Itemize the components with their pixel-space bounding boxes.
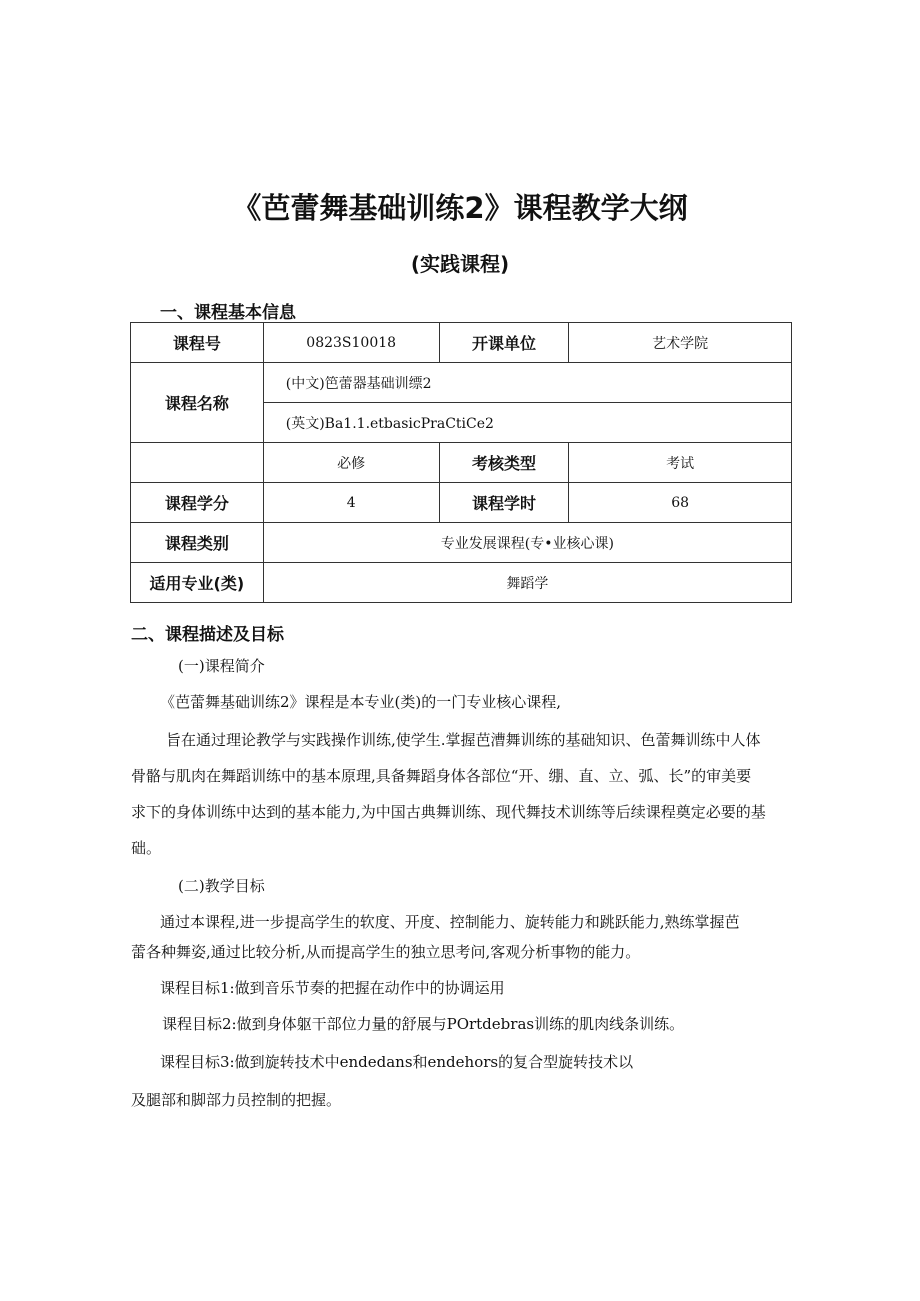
course-name-cn: (中文)笆蕾器基础训缥2 (263, 363, 791, 403)
dept-value: 艺术学院 (569, 323, 792, 363)
table-row (131, 563, 792, 603)
exam-type-value: 考试 (569, 443, 792, 483)
course-target-3: 课程目标3:做到旋转技术中endedans和endehors的复合型旋转技术以 (160, 1053, 634, 1071)
category-value: 专业发展课程(专•业核心课) (263, 523, 791, 563)
credits-label: 课程学分 (131, 483, 264, 523)
table-row (131, 443, 792, 483)
course-info-table (130, 322, 792, 603)
table-row (131, 523, 792, 563)
exam-type-label: 考核类型 (439, 443, 569, 483)
course-name-en: (英文)Ba1.1.etbasicPraCtiCe2 (263, 403, 791, 443)
intro-line: 础。 (131, 839, 162, 857)
required-value: 必修 (263, 443, 439, 483)
blank-cell (131, 443, 264, 483)
section-description-heading: 二、课程描述及目标 (131, 625, 284, 645)
table-row (131, 323, 792, 363)
goal-line: 通过本课程,进一步提高学生的软度、开度、控制能力、旋转能力和跳跃能力,熟练掌握芭 (160, 913, 740, 931)
document-subtitle: (实践课程) (410, 252, 510, 276)
category-label: 课程类别 (131, 523, 264, 563)
course-no-value: 0823S10018 (263, 323, 439, 363)
table-row (131, 363, 792, 403)
intro-line: 《芭蕾舞基础训练2》课程是本专业(类)的一门专业核心课程, (160, 693, 562, 711)
course-target-3-continued: 及腿部和脚部力员控制的把握。 (131, 1091, 342, 1109)
dept-label: 开课单位 (439, 323, 569, 363)
document-title: 《芭蕾舞基础训练2》课程教学大纲 (232, 191, 688, 225)
hours-label: 课程学时 (439, 483, 569, 523)
course-no-label: 课程号 (131, 323, 264, 363)
table-row (131, 483, 792, 523)
hours-value: 68 (569, 483, 792, 523)
subsection-intro-heading: (一)课程简介 (178, 657, 265, 675)
intro-line: 求下的身体训练中达到的基本能力,为中国古典舞训练、现代舞技术训练等后续课程奠定必要的基 (131, 803, 766, 821)
major-value: 舞蹈学 (263, 563, 791, 603)
major-label: 适用专业(类) (131, 563, 264, 603)
section-basic-info-heading: 一、课程基本信息 (160, 303, 296, 323)
course-name-label: 课程名称 (131, 363, 264, 443)
subsection-goals-heading: (二)教学目标 (178, 877, 265, 895)
credits-value: 4 (263, 483, 439, 523)
course-target-2: 课程目标2:做到身体躯干部位力量的舒展与POrtdebras训练的肌肉线条训练。 (162, 1015, 685, 1033)
intro-line: 旨在通过理论教学与实践操作训练,使学生.掌握芭漕舞训练的基础知识、色蕾舞训练中人体 (166, 731, 761, 749)
course-target-1: 课程目标1:做到音乐节奏的把握在动作中的协调运用 (160, 979, 505, 997)
intro-line: 骨骼与肌肉在舞蹈训练中的基本原理,具备舞蹈身体各部位“开、绷、直、立、弧、长”的审美要 (131, 767, 752, 785)
goal-line: 蕾各种舞姿,通过比较分析,从而提高学生的独立思考问,客观分析事物的能力。 (131, 943, 641, 961)
